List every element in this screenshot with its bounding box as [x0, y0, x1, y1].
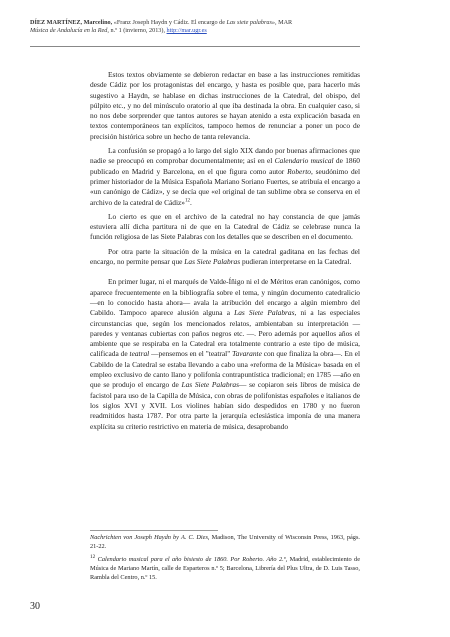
paragraph-5: En primer lugar, ni el marqués de Valde-Íñigo ni el de Méritos eran canónigos, como aparece frecuentemente en la bibliografía sobre el tema, y ningún documento catedralicio —en lo conocido hasta ahora— avala la atribución del encargo a algún miembro del Cabildo. Tampoco aparece alusión alguna a Las Siete Palabras, ni a las especiales circunstancias que, según los mencionados relatos, ambientaban su interpretación —paredes y ventanas cubiertas con paños negros etc. —. Pero además por aquellos años el ambiente que se respiraba en la Catedral era totalmente contrario a este tipo de música, calificada de teatral —pensemos en el "teatral" Tavarante con que finaliza la obra—. En el Cabildo de la Catedral se estaba llevando a cabo una «reforma de la Música» basada en el empleo exclusivo de canto llano y polifonía contrapuntística tradicional; en 1785 —año en que se produjo el encargo de Las Siete Palabras— se copiaron seis libros de música de facistol para uso de la Capilla de Música, con obras de polifonistas españoles e italianos de los siglos XVI y XVII. Los violines habían sido despedidos en 1780 y no fueron readmitidos hasta 1787. Por otra parte la jerarquía eclesiástica imponía de una manera explícita su criterio restrictivo en materia de música, desaprobando: [90, 277, 361, 431]
footnote-11: Nachrichten von Joseph Haydn by A. C. Dies, Madison, The University of Wisconsin Press, 1963, págs. 21-22.: [90, 534, 360, 550]
header-journal-abbr: MAR: [276, 19, 293, 26]
paragraph-3: Lo cierto es que en el archivo de la catedral no hay constancia de que jamás estuviera allí dicha partitura ni de que en la Catedral de Cádiz se celebrase nunca la función religiosa de las Siete Palabras con los detalles que se describen en el documento.: [90, 211, 360, 242]
footnotes: [90, 534, 360, 585]
page-number: 30: [30, 601, 40, 612]
footnote-12-number: 12: [90, 554, 96, 561]
header-title-end: »,: [271, 19, 277, 26]
paragraph-2: La confusión se propagó a lo largo del siglo XIX dando por buenas afirmaciones que nadie se preocupó en comprobar documentalmente; así en el Calendario musical de 1860 publicado en Madrid y Barcelona, en el que figura como autor Roberto, seudónimo del primer historiador de la Música Española Mariano Soriano Fuertes, se atribuía el encargo a «un canónigo de Cádiz», y se decía que «el original de tan sublime obra se conserva en el archivo de la catedral de Cádiz»$^{12}$.: [90, 146, 361, 207]
paragraph-1: Estos textos obviamente se debieron redactar en base a las instrucciones remitidas desde Cádiz por los protagonistas del encargo, y hasta es posible que, para hacerlo más sugestivo a Haydn, se hablase en dichas instrucciones de la Catedral, del obispo, del púlpito etc., y no del minúsculo oratorio al que iba destinada la obra. En cualquier caso, si no nos debe sorprender que tantos autores se hayan atenido a esta explicación basada en textos contemporáneos tan explícitos, tampoco hemos de renunciar a poner un poco de precisión histórica sobre un hecho de tanta relevancia.: [90, 70, 360, 141]
header-divider: [30, 46, 360, 47]
header-issue: , n.º 1 (invierno, 2013),: [107, 27, 165, 35]
footnote-ref-12[interactable]: 12: [185, 198, 191, 204]
header-work-title: Las siete palabras: [226, 19, 272, 26]
header-article-title: «Franz Joseph Haydn y Cádiz. El encargo de: [112, 19, 227, 26]
header-author: DÍEZ MARTÍNEZ, Marcelino,: [30, 19, 113, 26]
body-text: [90, 70, 360, 436]
header-journal-full: Música de Andalucía en la Red: [30, 27, 108, 35]
header-link[interactable]: http://mar.ugr.es: [166, 27, 207, 35]
footnote-divider: [90, 530, 218, 531]
running-header: [30, 19, 360, 36]
footnote-12: $^{12}$ Calendario musical para el año bisiesto de 1860. Por Roberto. Año 2.º, Madrid, establecimiento de Música de Mariano Martín, calle de Esparteros n.º 5; Barcelona, Librería del Plus Ultra, de D. Luis Tasso, Rambla del Centro, n.º 15.: [90, 554, 360, 581]
paragraph-4: Por otra parte la situación de la música en la catedral gaditana en las fechas del encargo, no permite pensar que Las Siete Palabras pudieran interpretarse en la Catedral.: [90, 246, 360, 267]
